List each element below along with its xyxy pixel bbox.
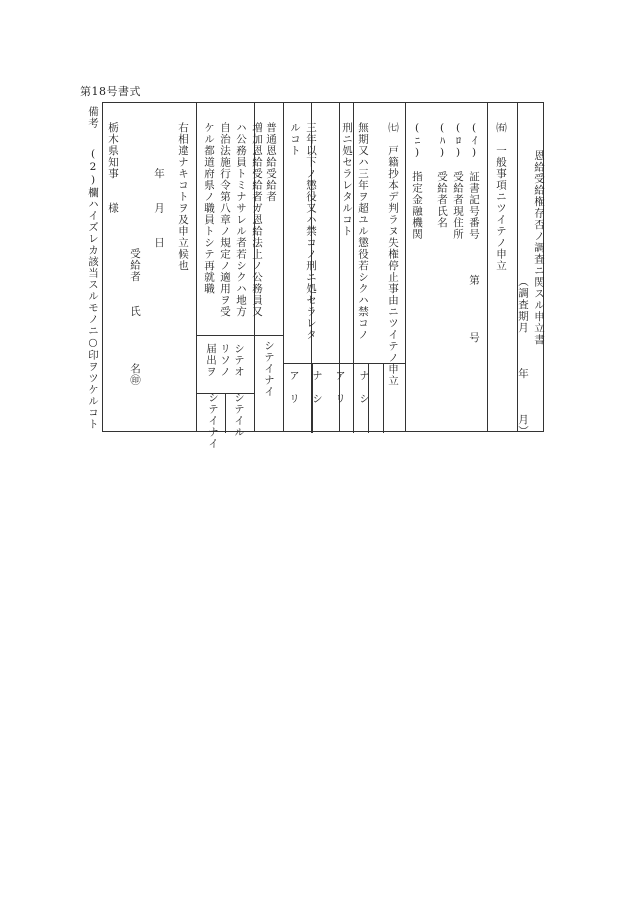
divider bbox=[283, 103, 284, 431]
item-address: (ﾛ) 受給者現住所 bbox=[452, 122, 464, 240]
divider bbox=[405, 103, 406, 431]
remarks-label: 備考 bbox=[87, 106, 99, 129]
answer-yes[interactable]: ア リ bbox=[288, 370, 300, 405]
notification-line1: シテオ bbox=[233, 343, 245, 378]
declaration: 右相違ナキコトヲ及申立候也 bbox=[177, 122, 189, 272]
item-name: (ﾊ) 受給者氏名 bbox=[436, 122, 448, 229]
reemployment-line4: 自治法施行令第八章ノ規定ノ適用ヲ受 bbox=[219, 122, 231, 318]
date[interactable]: 年 月 日 bbox=[153, 168, 165, 249]
short-sentence-line2: ルコト bbox=[289, 122, 301, 157]
indefinite-sentence-line2: 刑ニ処セラレタルコト bbox=[341, 122, 353, 237]
short-sentence-line1: 三年以下ノ懲役又ハ禁コノ刑ニ処セラレタ bbox=[305, 122, 317, 341]
applicant-name[interactable]: 受給者 氏 名㊞ bbox=[129, 248, 141, 386]
section-general: ㈲ 一般事項ニツイテノ申立 bbox=[495, 122, 507, 272]
answer-not-notified[interactable]: シテイナイ bbox=[207, 392, 219, 450]
answer-none[interactable]: ナ シ bbox=[358, 370, 370, 405]
form-number: 第18号書式 bbox=[80, 85, 141, 98]
survey-period: （調査期月 年 月） bbox=[517, 276, 529, 437]
item-bank: (ﾆ) 指定金融機関 bbox=[411, 122, 423, 240]
answer-notified[interactable]: シテイル bbox=[233, 392, 245, 438]
answer-not-reemployed[interactable]: シテイナイ bbox=[263, 340, 275, 398]
addressee: 栃木県知事 様 bbox=[107, 122, 119, 214]
item-certificate: (ｲ) 証書記号番号 第 号 bbox=[468, 122, 480, 344]
grid-line bbox=[383, 363, 384, 433]
answer-none[interactable]: ナ シ bbox=[311, 370, 323, 405]
form-title: 恩給受給権存否ノ調査ニ関スル申立書 bbox=[533, 150, 545, 346]
answer-yes[interactable]: ア リ bbox=[334, 370, 346, 405]
notification-line3: 届出ヲ bbox=[205, 343, 217, 378]
divider bbox=[196, 103, 197, 431]
section-disqualification: ㈦ 戸籍抄本デ判ラヌ失権停止事由ニツイテノ申立 bbox=[387, 122, 399, 387]
divider bbox=[487, 103, 488, 431]
reemployment-line3: ハ公務員トミナサレル者若シクハ地方 bbox=[235, 122, 247, 318]
grid-line bbox=[225, 393, 226, 433]
reemployment-line2: 増加恩給受給者ガ恩給法上ノ公務員又 bbox=[251, 122, 263, 318]
grid-line bbox=[196, 335, 283, 336]
reemployment-line1: 普通恩給受給者 bbox=[265, 122, 277, 203]
indefinite-sentence-line1: 無期又ハ三年ヲ超ユル懲役若シクハ禁コノ bbox=[357, 122, 369, 341]
notification-line2: リソノ bbox=[219, 343, 231, 378]
remarks-text: (2)欄ハイズレカ該当スルモノニ○印ヲツケルコト bbox=[87, 148, 99, 430]
reemployment-line5: ケル都道府県ノ職員トシテ再就職 bbox=[203, 122, 215, 295]
